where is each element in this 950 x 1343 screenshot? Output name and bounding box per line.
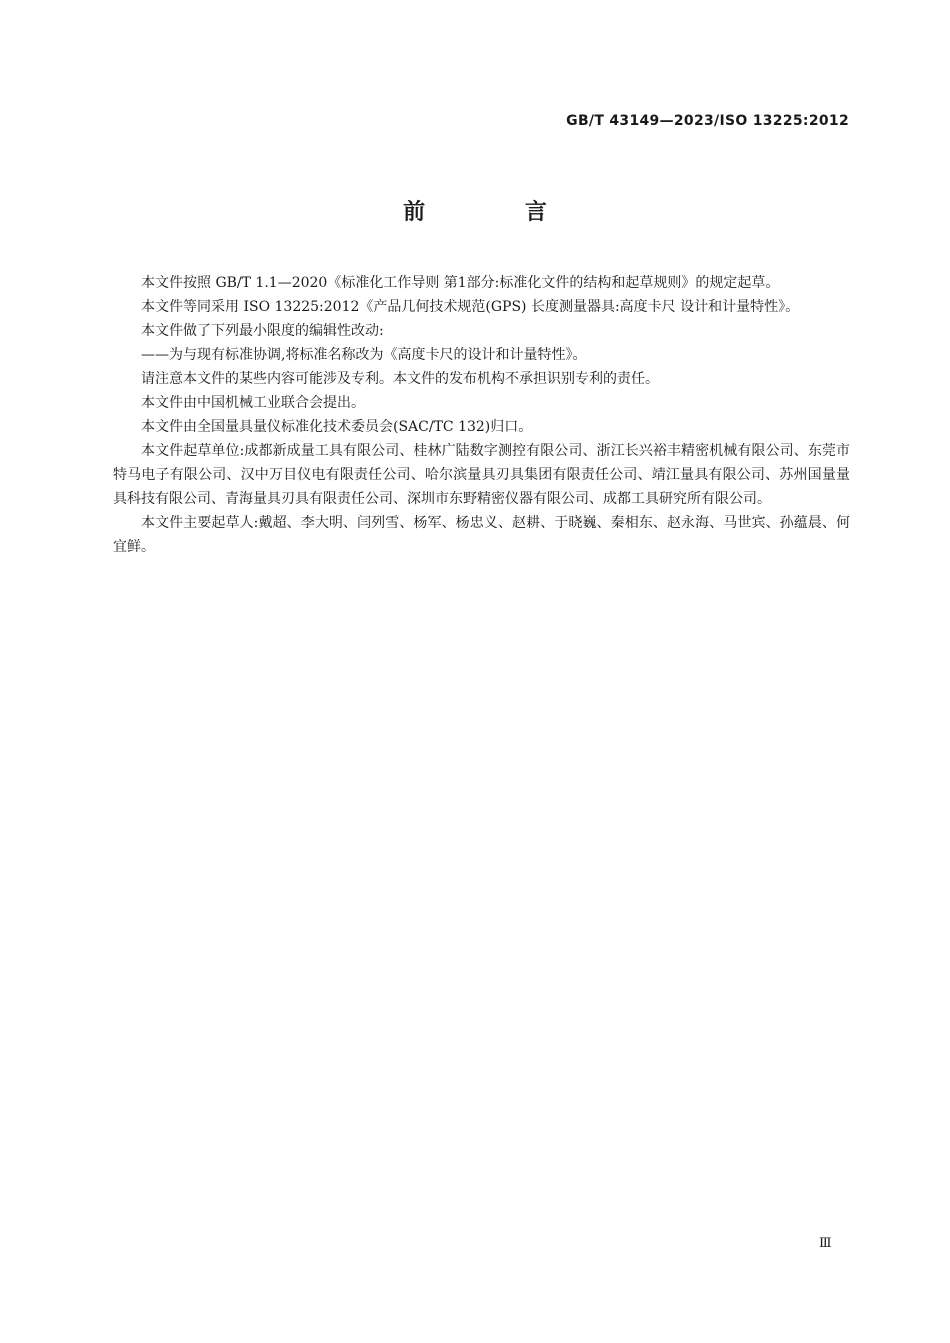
paragraph-proposer: 本文件由中国机械工业联合会提出。 [141, 395, 365, 411]
paragraph-drafting-units: 本文件起草单位:成都新成量工具有限公司、桂林广陆数字测控有限公司、浙江长兴裕丰精密机械有限公司、东莞市特马电子有限公司、汉中万目仪电有限责任公司、哈尔滨量具刃具集团有限责任公司、靖江量具有限公司、苏州国量量具科技有限公司、青海量具刃具有限责任公司、深圳市东野精密仪器有限公司、成都工具研究所有限公司。 [113, 443, 850, 507]
page-title: 前 言 [403, 200, 593, 225]
paragraph-technical-committee: 本文件由全国量具量仪标准化技术委员会(SAC/TC 132)归口。 [141, 419, 533, 435]
paragraph-editorial-changes: 本文件做了下列最小限度的编辑性改动: [141, 323, 384, 339]
paragraph-drafting-rules: 本文件按照 GB/T 1.1—2020《标准化工作导则 第1部分:标准化文件的结构和起草规则》的规定起草。 [141, 275, 780, 291]
paragraph-drafters: 本文件主要起草人:戴超、李大明、闫列雪、杨军、杨忠义、赵耕、于晓巍、秦相东、赵永海、马世宾、孙蕴晨、何宜鲜。 [113, 515, 850, 555]
page-number: Ⅲ [819, 1236, 832, 1251]
foreword-body [113, 271, 850, 559]
paragraph-change-item: ——为与现有标准协调,将标准名称改为《高度卡尺的设计和计量特性》。 [141, 347, 587, 363]
paragraph-adoption: 本文件等同采用 ISO 13225:2012《产品几何技术规范(GPS) 长度测量器具:高度卡尺 设计和计量特性》。 [141, 299, 800, 315]
paragraph-patent-notice: 请注意本文件的某些内容可能涉及专利。本文件的发布机构不承担识别专利的责任。 [141, 371, 659, 387]
standard-number: GB/T 43149—2023/ISO 13225:2012 [566, 113, 849, 129]
